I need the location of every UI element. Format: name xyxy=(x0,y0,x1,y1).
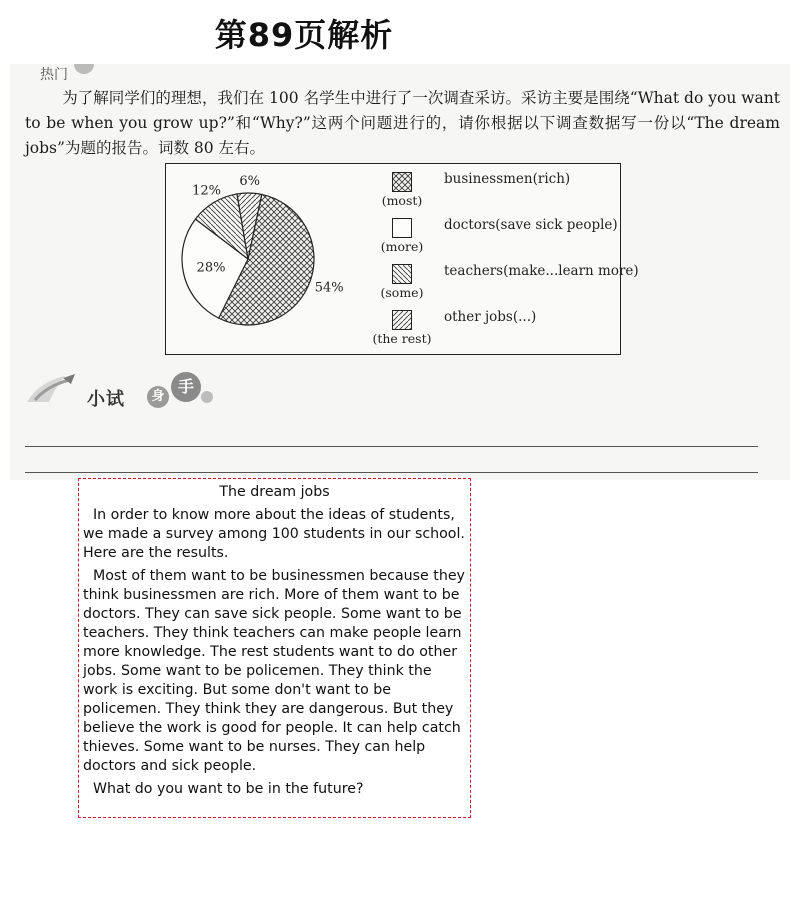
legend-label: doctors(save sick people) xyxy=(444,217,618,233)
legend-label: businessmen(rich) xyxy=(444,171,571,187)
legend-sub: (the rest) xyxy=(372,331,432,346)
answer-line-1 xyxy=(25,446,758,447)
answer-essay-box xyxy=(78,478,471,818)
section-label: 小试 xyxy=(87,389,125,410)
decorative-dot xyxy=(201,391,213,403)
answer-line-2 xyxy=(25,472,758,473)
legend-swatch-slash xyxy=(392,310,412,330)
pie-chart-figure xyxy=(165,163,639,355)
legend-swatch-blank xyxy=(392,218,412,238)
legend-item-other xyxy=(372,306,622,352)
legend-swatch-crosshatch xyxy=(392,172,412,192)
legend-item-doctors xyxy=(372,214,622,260)
legend-label: other jobs(...) xyxy=(444,309,537,325)
pie-chart xyxy=(166,164,372,354)
scanned-exercise xyxy=(10,64,790,480)
pie-value-label: 12% xyxy=(192,183,222,199)
legend-sub: (more) xyxy=(380,239,424,254)
pie-value-label: 54% xyxy=(314,280,344,296)
chart-legend xyxy=(372,168,639,353)
legend-item-teachers xyxy=(372,260,639,306)
exercise-instruction: 为了解同学们的理想，我们在 100 名学生中进行了一次调查采访。采访主要是围绕“What do you want to be when you grow up?”和“Why?”这两个问题进行的，请你根据以下调查数据写一份以“The dream jobs”为题的报告。词数 80 左右。 xyxy=(25,89,780,157)
cut-off-heading-text: 热门 xyxy=(40,67,68,83)
pie-value-label: 6% xyxy=(239,174,260,190)
essay-paragraph: Most of them want to be businessmen because they think businessmen are rich. More of them want to be doctors. They can save sick people. Some want to be teachers. They think teachers can make people learn more knowledge. The rest students want to do other jobs. Some want to be policemen. They think the work is exciting. But some don't want to be policemen. They think they are dangerous. But they believe the work is good for people. It can help catch thieves. Some want to be nurses. They can help doctors and sick people. xyxy=(83,568,465,774)
essay-paragraph: What do you want to be in the future? xyxy=(93,781,364,797)
legend-sub: (most) xyxy=(381,193,423,208)
pie-value-label: 28% xyxy=(196,260,226,276)
cut-off-heading xyxy=(40,64,94,83)
legend-label: teachers(make...learn more) xyxy=(444,263,639,279)
section-bubble-big: 手 xyxy=(171,372,201,402)
section-bubble-small: 身 xyxy=(147,386,169,408)
cut-off-decoration xyxy=(74,64,94,74)
legend-swatch-backslash xyxy=(392,264,412,284)
pencil-icon xyxy=(25,374,77,404)
legend-sub: (some) xyxy=(380,285,424,300)
page-title: 第89页解析 xyxy=(214,16,394,54)
essay-title: The dream jobs xyxy=(219,484,330,500)
section-heading xyxy=(25,366,225,416)
legend-item-businessmen xyxy=(372,168,622,214)
essay-paragraph: In order to know more about the ideas of students, we made a survey among 100 students in our school. Here are the results. xyxy=(83,507,465,561)
